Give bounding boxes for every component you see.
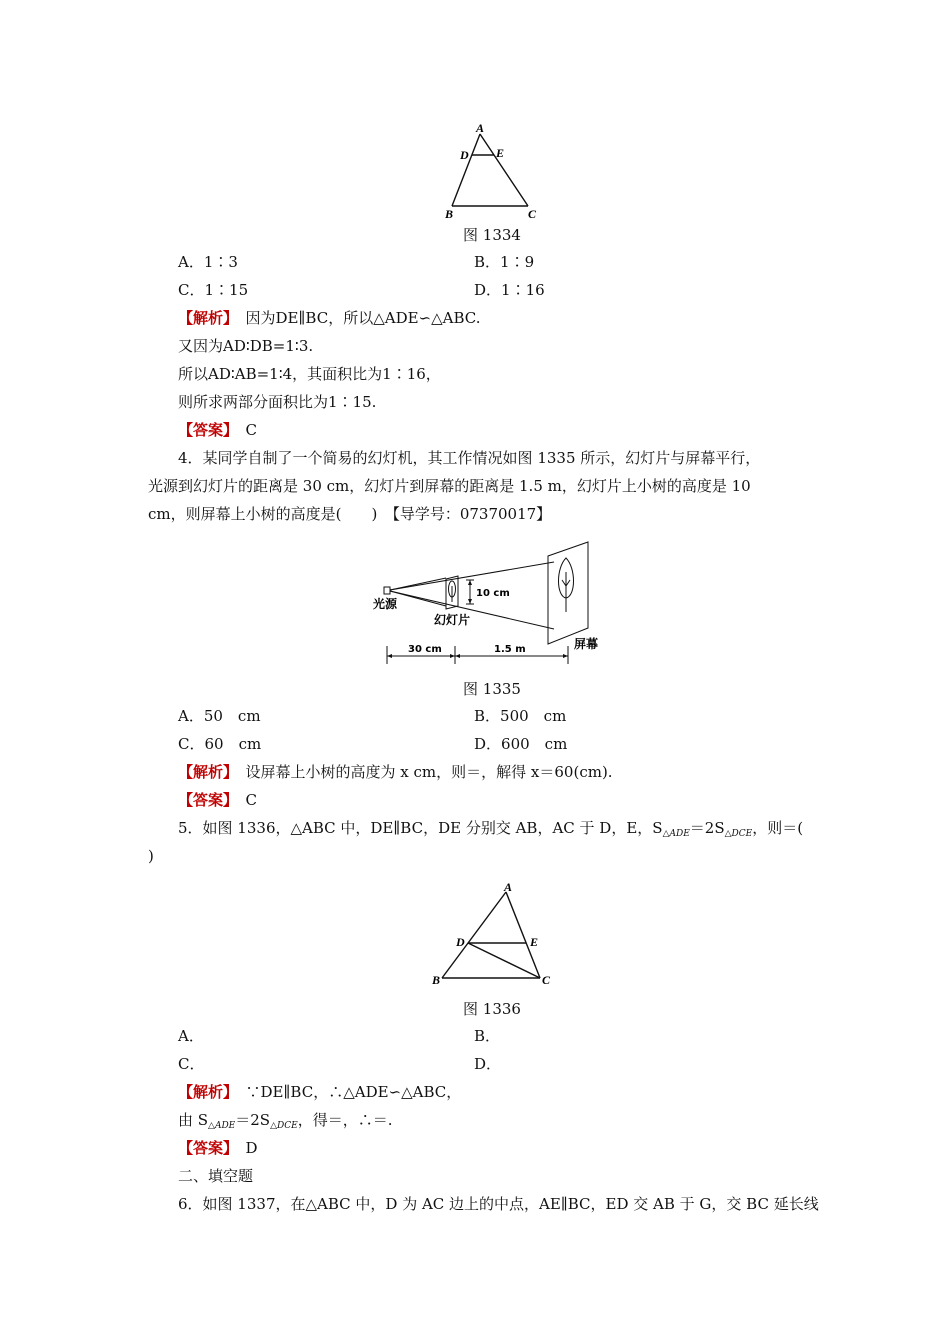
fig1336-label-e: E: [530, 935, 539, 949]
fig1336-label-a: A: [504, 880, 513, 894]
q4-stem-line: 4．某同学自制了一个简易的幻灯机，其工作情况如图 1335 所示，幻灯片与屏幕平行，: [178, 449, 761, 467]
q5-analysis-line: 由 $S_{\triangle ADE}=2S_{\triangle DCE}$，得＝，∴＝.: [178, 1111, 393, 1131]
section-heading: 二、填空题: [178, 1167, 254, 1185]
q4-answer: 【答案】 C: [178, 791, 258, 809]
q5-option-b: B．: [474, 1027, 501, 1045]
q5-analysis: 【解析】 ∵DE∥BC，∴△ADE∽△ABC，: [178, 1083, 462, 1101]
q4-option-a: A．50 cm: [178, 707, 261, 725]
q3-option-d: D．1∶16: [474, 281, 545, 299]
fig1336-label-d: D: [456, 935, 465, 949]
q4-option-b: B．500 cm: [474, 707, 567, 725]
figure-1335: [370, 536, 610, 670]
q6-stem-line: 6．如图 1337，在△ABC 中，D 为 AC 边上的中点，AE∥BC，ED 交 AB 于 G，交 BC 延长线: [178, 1195, 819, 1213]
figure-1336: [426, 880, 556, 992]
fig1335-caption: 图 1335: [463, 680, 521, 698]
q3-option-b: B．1∶9: [474, 253, 535, 271]
fig1334-label-c: C: [528, 207, 537, 221]
fig1334-label-e: E: [496, 146, 505, 160]
q3-analysis: 【解析】 因为DE∥BC，所以△ADE∽△ABC.: [178, 309, 481, 327]
analysis-tag: 【解析】: [178, 763, 231, 781]
screen-label: 屏幕: [574, 637, 599, 651]
fig1336-label-b: B: [432, 973, 441, 987]
q5-option-a: A．: [178, 1027, 204, 1045]
fig1334-caption: 图 1334: [463, 226, 521, 244]
q3-option-a: A．1∶3: [178, 253, 238, 271]
height-label: 10 cm: [476, 588, 510, 599]
q5-stem-line: 5．如图 1336，△ABC 中，DE∥BC，DE 分别交 AB，AC 于 D，E，$S_{\triangle ADE}=2S_{\triangle DCE}$，则＝(: [178, 819, 804, 839]
q3-option-c: C．1∶15: [178, 281, 249, 299]
q4-option-d: D．600 cm: [474, 735, 568, 753]
q3-analysis-line: 又因为AD∶DB=1∶3.: [178, 337, 314, 355]
answer-tag: 【答案】: [178, 791, 231, 809]
analysis-tag: 【解析】: [178, 1083, 231, 1101]
q3-analysis-line: 则所求两部分面积比为1∶15.: [178, 393, 377, 411]
distance-2-label: 1.5 m: [494, 644, 526, 655]
distance-1-label: 30 cm: [408, 644, 442, 655]
q4-option-c: C．60 cm: [178, 735, 262, 753]
figure-1334: [440, 118, 550, 224]
q4-stem-line: cm，则屏幕上小树的高度是( ) 【导学号：07370017】: [148, 505, 552, 523]
q5-answer: 【答案】 D: [178, 1139, 258, 1157]
q3-answer: 【答案】 C: [178, 421, 258, 439]
slide-label: 幻灯片: [434, 613, 471, 627]
fig1336-caption: 图 1336: [463, 1000, 521, 1018]
answer-tag: 【答案】: [178, 1139, 231, 1157]
q4-analysis: 【解析】 设屏幕上小树的高度为 x cm，则＝，解得 x＝60(cm).: [178, 763, 613, 781]
q4-stem-line: 光源到幻灯片的距离是 30 cm，幻灯片到屏幕的距离是 1.5 m，幻灯片上小树的高度是 10: [148, 477, 751, 495]
fig1336-label-c: C: [542, 973, 551, 987]
fig1334-label-a: A: [476, 121, 485, 135]
q3-analysis-line: 所以AD∶AB=1∶4，其面积比为1∶16，: [178, 365, 441, 383]
fig1334-label-b: B: [445, 207, 454, 221]
light-source-label: 光源: [373, 597, 398, 611]
q5-option-d: D．: [474, 1055, 502, 1073]
analysis-tag: 【解析】: [178, 309, 231, 327]
fig1334-label-d: D: [460, 148, 469, 162]
answer-tag: 【答案】: [178, 421, 231, 439]
q5-stem-line: ): [148, 847, 154, 865]
q5-option-c: C．: [178, 1055, 205, 1073]
